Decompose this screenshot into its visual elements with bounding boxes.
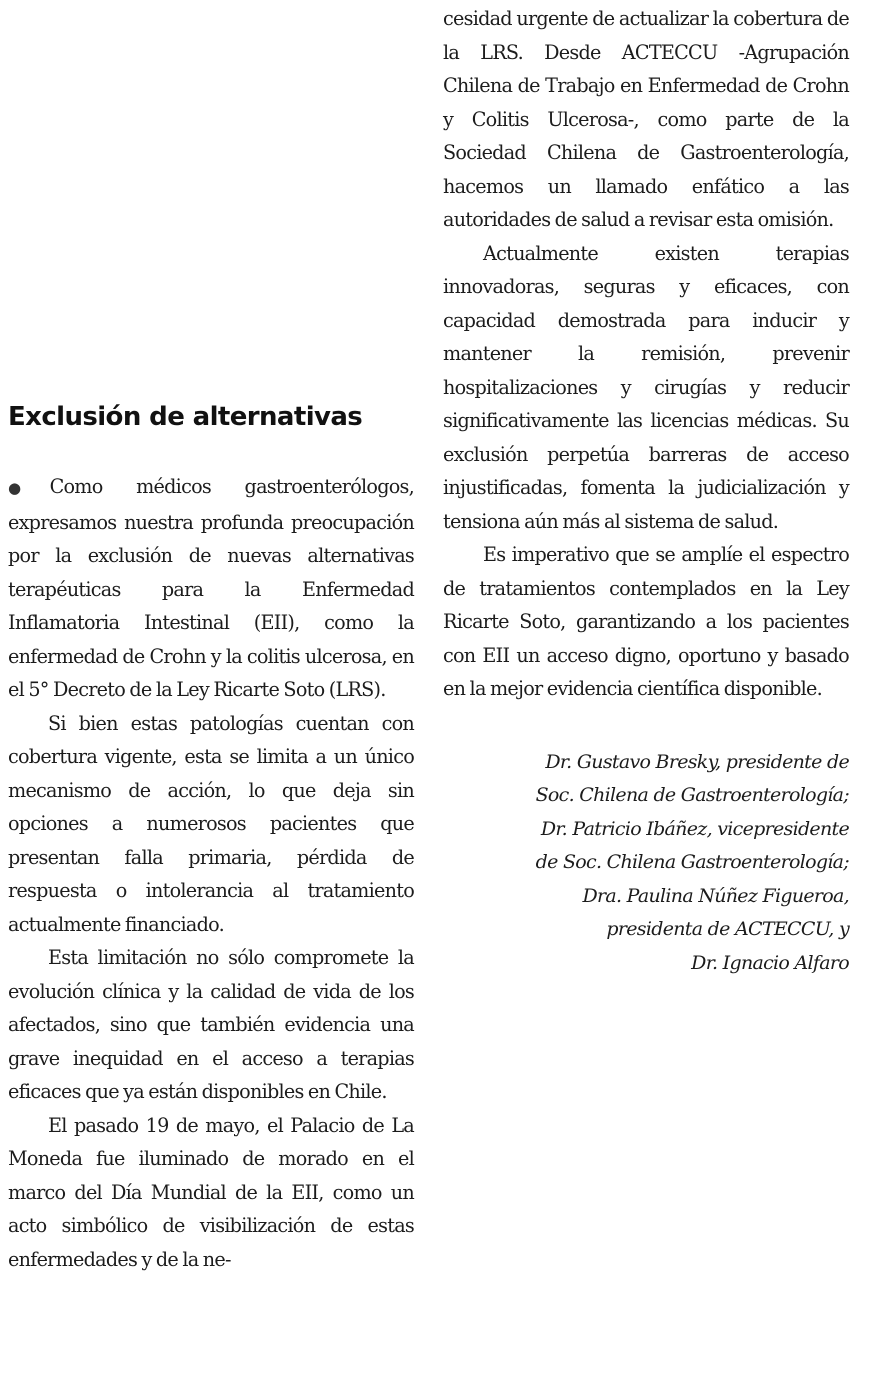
paragraph-text: Como médicos gastroenterólogos, expresamos nuestra profunda preocupación por la exclusión de nuevas alternativas terapéuticas para la Enfermedad Inflamatoria Intestinal (EII), como la enfermedad de Crohn y la colitis ulcerosa, en el 5° Decreto de la Ley Ricarte Soto (LRS).	[8, 475, 415, 701]
signature-line: Dr. Patricio Ibáñez, vicepresidente	[540, 817, 849, 840]
signature-line: Dra. Paulina Núñez Figueroa,	[582, 884, 849, 907]
bullet-icon: ●	[8, 479, 50, 497]
article-headline: Exclusión de alternativas	[8, 402, 363, 432]
article-paragraph: Actualmente existen terapias innovadoras, seguras y eficaces, con capacidad demostrada para inducir y mantener la remisión, prevenir hospitalizaciones y cirugías y reducir significativamente las licencias médicas. Su exclusión perpetúa barreras de acceso injustificadas, fomenta la judicialización y tensiona aún más al sistema de salud.	[443, 241, 849, 533]
signature-line: de Soc. Chilena Gastroenterología;	[535, 851, 849, 873]
article-paragraph: Esta limitación no sólo compromete la evolución clínica y la calidad de vida de los afectados, sino que también evidencia una grave inequidad en el acceso a terapias eficaces que ya están disponibles en Chile.	[8, 946, 414, 1103]
article-paragraph: El pasado 19 de mayo, el Palacio de La Moneda fue iluminado de morado en el marco del Día Mundial de la EII, como un acto simbólico de visibilización de estas enfermedades y de la ne-	[8, 1113, 414, 1271]
signature-line: Dr. Ignacio Alfaro	[691, 951, 849, 974]
signature-line: Dr. Gustavo Bresky, presidente de	[545, 750, 849, 773]
signature-block	[443, 746, 849, 981]
left-column	[8, 400, 414, 1276]
article-paragraph: Es imperativo que se amplíe el espectro de tratamientos contemplados en la Ley Ricarte Soto, garantizando a los pacientes con EII un acceso digno, oportuno y basado en la mejor evidencia científica disponible.	[443, 543, 849, 700]
signature-line: Soc. Chilena de Gastroenterología;	[535, 784, 849, 806]
article-paragraph: Si bien estas patologías cuentan con cobertura vigente, esta se limita a un único mecanismo de acción, lo que deja sin opciones a numerosos pacientes que presentan falla primaria, pérdida de respuesta o intolerancia al tratamiento actualmente financiado.	[8, 711, 414, 936]
article-paragraph	[8, 470, 414, 707]
right-column	[443, 2, 849, 980]
article-paragraph: cesidad urgente de actualizar la cobertura de la LRS. Desde ACTECCU -Agrupación Chilena de Trabajo en Enfermedad de Crohn y Colitis Ulcerosa-, como parte de la Sociedad Chilena de Gastroenterología, hacemos un llamado enfático a las autoridades de salud a revisar esta omisión.	[443, 7, 849, 231]
signature-line: presidenta de ACTECCU, y	[606, 918, 849, 940]
